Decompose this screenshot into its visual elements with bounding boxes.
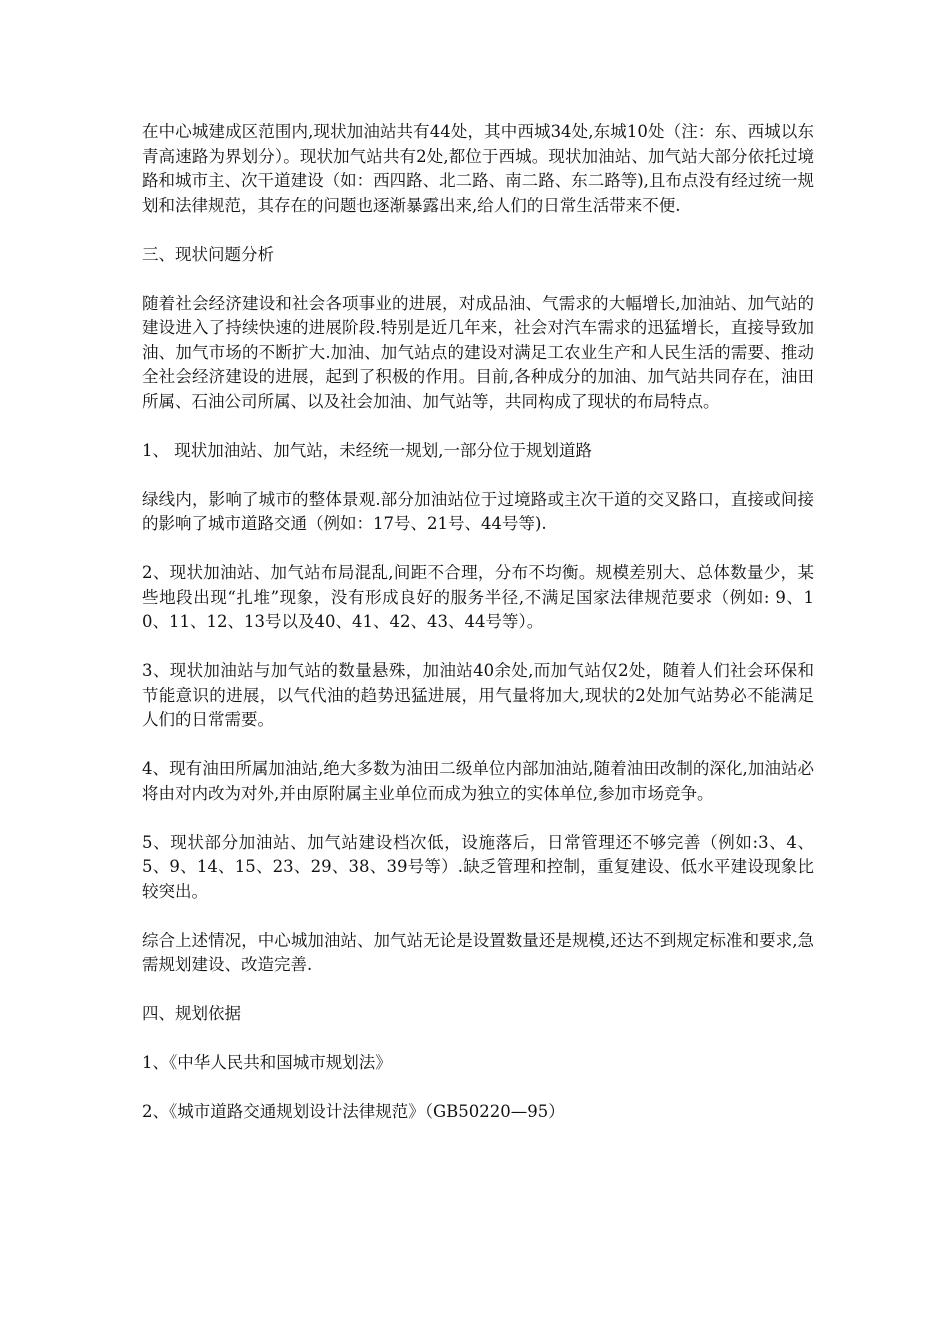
reference-item-1: 1、《中华人民共和国城市规划法》 <box>142 1053 392 1072</box>
problem-item-1-heading: 1、 现状加油站、加气站，未经统一规划,一部分位于规划道路 <box>142 440 592 460</box>
problem-item-5-paragraph: 5、现状部分加油站、加气站建设档次低，设施落后，日常管理还不够完善（例如:3、4、5、9、14、15、23、29、38、39号等）.缺乏管理和控制，重复建设、低水平建设现象比较突出。 <box>142 832 814 901</box>
problem-overview-paragraph: 随着社会经济建设和社会各项事业的进展，对成品油、气需求的大幅增长,加油站、加气站的建设进入了持续快速的进展阶段.特别是近几年来，社会对汽车需求的迅猛增长，直接导致加油、加气市场的不断扩大.加油、加气站点的建设对满足工农业生产和人民生活的需要、推动全社会经济建设的进展，起到了积极的作用。目前,各种成分的加油、加气站共同存在，油田所属、石油公司所属、以及社会加油、加气站等，共同构成了现状的布局特点。 <box>142 293 814 411</box>
intro-paragraph: 在中心城建成区范围内,现状加油站共有44处，其中西城34处,东城10处（注：东、西城以东青高速路为界划分）。现状加气站共有2处,都位于西城。现状加油站、加气站大部分依托过境路和城市主、次干道建设（如：西四路、北二路、南二路、东二路等),且布点没有经过统一规划和法律规范，其存在的问题也逐渐暴露出来,给人们的日常生活带来不便. <box>142 122 814 215</box>
problem-item-3-paragraph: 3、现状加油站与加气站的数量悬殊，加油站40余处,而加气站仅2处，随着人们社会环保和节能意识的进展，以气代油的趋势迅猛进展，用气量将加大,现状的2处加气站势必不能满足人们的日常需要。 <box>142 661 814 729</box>
reference-item-2: 2、《城市道路交通规划设计法律规范》（GB50220—95） <box>142 1102 565 1121</box>
section-heading-planning-basis: 四、规划依据 <box>142 1004 241 1023</box>
problem-item-2-paragraph: 2、现状加油站、加气站布局混乱,间距不合理，分布不均衡。规模差别大、总体数量少，某些地段出现“扎堆”现象，没有形成良好的服务半径,不满足国家法律规范要求（例如: 9、10、11、12、13号以及40、41、42、43、44号等）。 <box>142 563 814 631</box>
summary-paragraph: 综合上述情况，中心城加油站、加气站无论是设置数量还是规模,还达不到规定标准和要求,急需规划建设、改造完善. <box>142 930 814 974</box>
problem-item-1-paragraph: 绿线内，影响了城市的整体景观.部分加油站位于过境路或主次干道的交叉路口，直接或间接的影响了城市道路交通（例如：17号、21号、44号等). <box>142 489 814 533</box>
document-body <box>142 120 814 1149</box>
problem-item-4-paragraph: 4、现有油田所属加油站,绝大多数为油田二级单位内部加油站,随着油田改制的深化,加油站必将由对内改为对外,并由原附属主业单位而成为独立的实体单位,参加市场竞争。 <box>142 759 814 803</box>
section-heading-problem-analysis: 三、现状问题分析 <box>142 244 274 264</box>
